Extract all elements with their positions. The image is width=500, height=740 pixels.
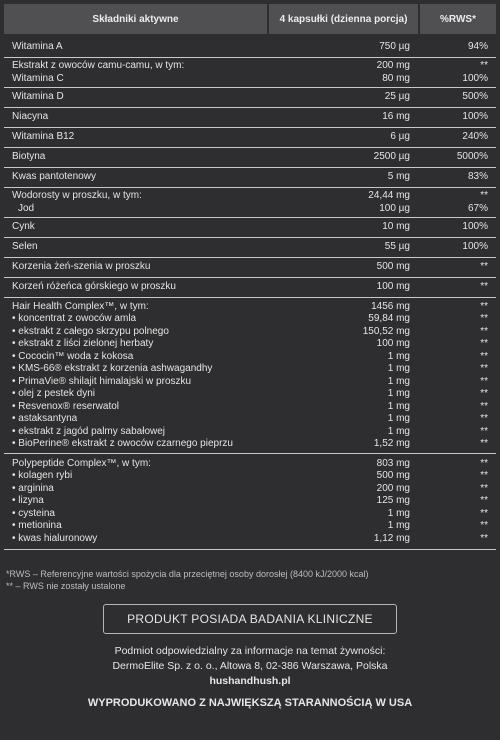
header-ingredients: Składniki aktywne bbox=[4, 4, 267, 34]
ingredient-rws: 100% bbox=[462, 221, 488, 233]
ingredient-amount: 1,12 mg bbox=[373, 532, 410, 544]
ingredient-name: Biotyna bbox=[12, 151, 46, 163]
ingredient-name: Polypeptide Complex™, w tym: bbox=[12, 457, 151, 469]
ingredient-cell bbox=[4, 38, 267, 57]
rws-cell bbox=[418, 238, 496, 257]
table-row bbox=[4, 454, 496, 550]
ingredient-rws: 67% bbox=[467, 202, 488, 214]
table-row bbox=[4, 298, 496, 454]
ingredient-rws: ** bbox=[480, 495, 488, 507]
ingredient-rws: ** bbox=[480, 363, 488, 374]
rws-cell bbox=[418, 38, 496, 57]
ingredient-amount: 2500 µg bbox=[373, 151, 410, 163]
ingredient-amount: 16 mg bbox=[382, 111, 410, 123]
ingredient-amount: 25 µg bbox=[384, 91, 410, 103]
ingredient-cell bbox=[4, 238, 267, 257]
amount-cell bbox=[267, 278, 418, 297]
ingredient-amount: 1 mg bbox=[387, 520, 410, 532]
ingredient-name: Hair Health Complex™, w tym: bbox=[12, 300, 149, 312]
amount-cell bbox=[267, 454, 418, 549]
ingredient-amount: 500 mg bbox=[376, 261, 410, 273]
rws-cell bbox=[418, 278, 496, 297]
ingredient-name: Korzenia żeń-szenia w proszku bbox=[12, 261, 151, 273]
ingredient-amount: 1 mg bbox=[387, 363, 410, 374]
ingredient-rws: ** bbox=[480, 313, 488, 324]
ingredient-amount: 803 mg bbox=[376, 457, 410, 469]
ingredient-rws: ** bbox=[480, 375, 488, 387]
table-row bbox=[4, 38, 496, 58]
rws-cell bbox=[418, 188, 496, 217]
ingredient-rws: ** bbox=[480, 425, 488, 437]
ingredient-name: Witamina A bbox=[12, 41, 63, 53]
amount-cell bbox=[267, 238, 418, 257]
ingredient-name: • astaksantyna bbox=[12, 413, 78, 424]
responsible-line1: Podmiot odpowiedzialny za informacje na temat żywności: bbox=[114, 645, 386, 657]
ingredient-amount: 5 mg bbox=[387, 171, 410, 183]
ingredient-amount: 1 mg bbox=[387, 388, 410, 399]
ingredient-name: • olej z pestek dyni bbox=[12, 388, 95, 399]
ingredient-rws: ** bbox=[480, 190, 488, 201]
table-row bbox=[4, 168, 496, 188]
header-dose: 4 kapsułki (dzienna porcja) bbox=[269, 4, 418, 34]
ingredient-cell bbox=[4, 298, 267, 453]
ingredient-name: Niacyna bbox=[12, 111, 49, 123]
amount-cell bbox=[267, 58, 418, 87]
ingredients-table bbox=[4, 4, 496, 550]
ingredient-amount: 6 µg bbox=[390, 131, 410, 143]
ingredient-name: • koncentrat z owoców amla bbox=[12, 313, 137, 324]
ingredient-rws: ** bbox=[480, 413, 488, 424]
ingredient-name: • Cococin™ woda z kokosa bbox=[12, 350, 134, 362]
ingredient-rws: ** bbox=[480, 261, 488, 273]
ingredient-name: Witamina C bbox=[12, 72, 64, 84]
table-row bbox=[4, 58, 496, 88]
responsible-line2: DermoElite Sp. z o. o., Altowa 8, 02-386 Warszawa, Polska bbox=[112, 660, 388, 672]
table-row bbox=[4, 88, 496, 108]
table-row bbox=[4, 148, 496, 168]
ingredient-amount: 125 mg bbox=[376, 495, 410, 507]
ingredient-name: • ekstrakt z całego skrzypu polnego bbox=[12, 325, 169, 337]
amount-cell bbox=[267, 298, 418, 453]
ingredient-name: • metionina bbox=[12, 520, 62, 532]
ingredient-name: Ekstrakt z owoców camu-camu, w tym: bbox=[12, 60, 185, 71]
ingredient-amount: 1 mg bbox=[387, 350, 410, 362]
table-row bbox=[4, 128, 496, 148]
ingredient-amount: 24,44 mg bbox=[368, 190, 410, 201]
amount-cell bbox=[267, 258, 418, 277]
ingredient-rws: 500% bbox=[462, 91, 488, 103]
ingredient-amount: 100 mg bbox=[376, 338, 410, 349]
ingredient-rws: ** bbox=[480, 60, 488, 71]
footnotes bbox=[6, 568, 369, 592]
ingredient-cell bbox=[4, 454, 267, 549]
ingredient-cell bbox=[4, 88, 267, 107]
rws-cell bbox=[418, 454, 496, 549]
ingredient-name: • PrimaVie® shilajit himalajski w proszku bbox=[12, 375, 192, 387]
ingredient-amount: 750 µg bbox=[379, 41, 410, 53]
ingredient-amount: 1 mg bbox=[387, 400, 410, 412]
ingredient-cell bbox=[4, 58, 267, 87]
header-rws: %RWS* bbox=[420, 4, 496, 34]
ingredient-amount: 1 mg bbox=[387, 413, 410, 424]
ingredient-name: Jod bbox=[18, 202, 35, 214]
ingredient-name: • arginina bbox=[12, 482, 54, 494]
ingredient-rws: 94% bbox=[467, 41, 488, 53]
ingredient-name: • kolagen rybi bbox=[12, 470, 73, 482]
ingredient-rws: ** bbox=[480, 532, 488, 544]
ingredient-rws: ** bbox=[480, 300, 488, 312]
table-body bbox=[4, 38, 496, 550]
footnote-not-established: ** – RWS nie zostały ustalone bbox=[6, 581, 126, 591]
table-row bbox=[4, 188, 496, 218]
ingredient-name: • BioPerine® ekstrakt z owoców czarnego pieprzu bbox=[12, 438, 233, 449]
ingredient-name: • lizyna bbox=[12, 495, 44, 507]
ingredient-cell bbox=[4, 168, 267, 187]
amount-cell bbox=[267, 38, 418, 57]
ingredient-rws: ** bbox=[480, 338, 488, 349]
ingredient-rws: ** bbox=[480, 482, 488, 494]
ingredient-rws: ** bbox=[480, 457, 488, 469]
amount-cell bbox=[267, 188, 418, 217]
ingredient-name: Selen bbox=[12, 241, 38, 253]
ingredient-amount: 100 mg bbox=[376, 281, 410, 293]
ingredient-name: • cysteina bbox=[12, 507, 55, 519]
amount-cell bbox=[267, 218, 418, 237]
table-row bbox=[4, 218, 496, 238]
rws-cell bbox=[418, 168, 496, 187]
ingredient-cell bbox=[4, 258, 267, 277]
rws-cell bbox=[418, 148, 496, 167]
table-row bbox=[4, 108, 496, 128]
rws-cell bbox=[418, 128, 496, 147]
ingredient-amount: 1,52 mg bbox=[373, 438, 410, 449]
rws-cell bbox=[418, 58, 496, 87]
ingredient-name: • ekstrakt z liści zielonej herbaty bbox=[12, 338, 154, 349]
ingredient-name: Kwas pantotenowy bbox=[12, 171, 96, 183]
ingredient-cell bbox=[4, 108, 267, 127]
ingredient-rws: ** bbox=[480, 470, 488, 482]
table-row bbox=[4, 238, 496, 258]
ingredient-name: Witamina D bbox=[12, 91, 64, 103]
ingredient-name: Korzeń różeńca górskiego w proszku bbox=[12, 281, 176, 293]
ingredient-rws: ** bbox=[480, 350, 488, 362]
ingredient-name: Wodorosty w proszku, w tym: bbox=[12, 190, 142, 201]
ingredient-rws: ** bbox=[480, 281, 488, 293]
ingredient-name: Cynk bbox=[12, 221, 35, 233]
ingredient-name: • kwas hialuronowy bbox=[12, 532, 98, 544]
ingredient-rws: 83% bbox=[467, 171, 488, 183]
rws-cell bbox=[418, 258, 496, 277]
ingredient-rws: 100% bbox=[462, 72, 488, 84]
clinical-claim-box: PRODUKT POSIADA BADANIA KLINICZNE bbox=[103, 604, 397, 634]
ingredient-name: Witamina B12 bbox=[12, 131, 75, 143]
ingredient-cell bbox=[4, 278, 267, 297]
ingredient-cell bbox=[4, 188, 267, 217]
ingredient-amount: 80 mg bbox=[382, 72, 410, 84]
ingredient-amount: 200 mg bbox=[376, 60, 410, 71]
ingredient-amount: 1456 mg bbox=[371, 300, 410, 312]
table-row bbox=[4, 258, 496, 278]
ingredient-cell bbox=[4, 128, 267, 147]
rws-cell bbox=[418, 88, 496, 107]
amount-cell bbox=[267, 128, 418, 147]
ingredient-amount: 59,84 mg bbox=[368, 313, 410, 324]
amount-cell bbox=[267, 108, 418, 127]
ingredient-rws: 5000% bbox=[456, 151, 488, 163]
amount-cell bbox=[267, 168, 418, 187]
ingredient-rws: ** bbox=[480, 438, 488, 449]
ingredient-name: • Resvenox® reserwatol bbox=[12, 400, 120, 412]
ingredient-amount: 1 mg bbox=[387, 425, 410, 437]
ingredient-rws: ** bbox=[480, 325, 488, 337]
ingredient-amount: 1 mg bbox=[387, 507, 410, 519]
ingredient-name: • KMS-66® ekstrakt z korzenia ashwagandhy bbox=[12, 363, 213, 374]
ingredient-amount: 100 µg bbox=[379, 202, 410, 214]
ingredient-rws: 100% bbox=[462, 111, 488, 123]
amount-cell bbox=[267, 148, 418, 167]
table-header bbox=[4, 4, 496, 34]
ingredient-rws: ** bbox=[480, 507, 488, 519]
rws-cell bbox=[418, 298, 496, 453]
ingredient-amount: 1 mg bbox=[387, 375, 410, 387]
ingredient-amount: 10 mg bbox=[382, 221, 410, 233]
amount-cell bbox=[267, 88, 418, 107]
rws-cell bbox=[418, 108, 496, 127]
ingredient-rws: ** bbox=[480, 400, 488, 412]
ingredient-rws: 240% bbox=[462, 131, 488, 143]
ingredient-amount: 500 mg bbox=[376, 470, 410, 482]
ingredient-amount: 200 mg bbox=[376, 482, 410, 494]
ingredient-rws: ** bbox=[480, 388, 488, 399]
ingredient-rws: 100% bbox=[462, 241, 488, 253]
ingredient-amount: 55 µg bbox=[384, 241, 410, 253]
footnote-rws: *RWS – Referencyjne wartości spożycia dla przeciętnej osoby dorosłej (8400 kJ/2000 kcal) bbox=[6, 569, 369, 579]
ingredient-name: • ekstrakt z jagód palmy sabałowej bbox=[12, 425, 166, 437]
ingredient-rws: ** bbox=[480, 520, 488, 532]
website[interactable]: hushandhush.pl bbox=[209, 675, 291, 687]
ingredient-amount: 150,52 mg bbox=[362, 325, 410, 337]
table-row bbox=[4, 278, 496, 298]
rws-cell bbox=[418, 218, 496, 237]
made-in-usa: WYPRODUKOWANO Z NAJWIĘKSZĄ STARANNOŚCIĄ W USA bbox=[87, 697, 413, 709]
ingredient-cell bbox=[4, 218, 267, 237]
ingredient-cell bbox=[4, 148, 267, 167]
